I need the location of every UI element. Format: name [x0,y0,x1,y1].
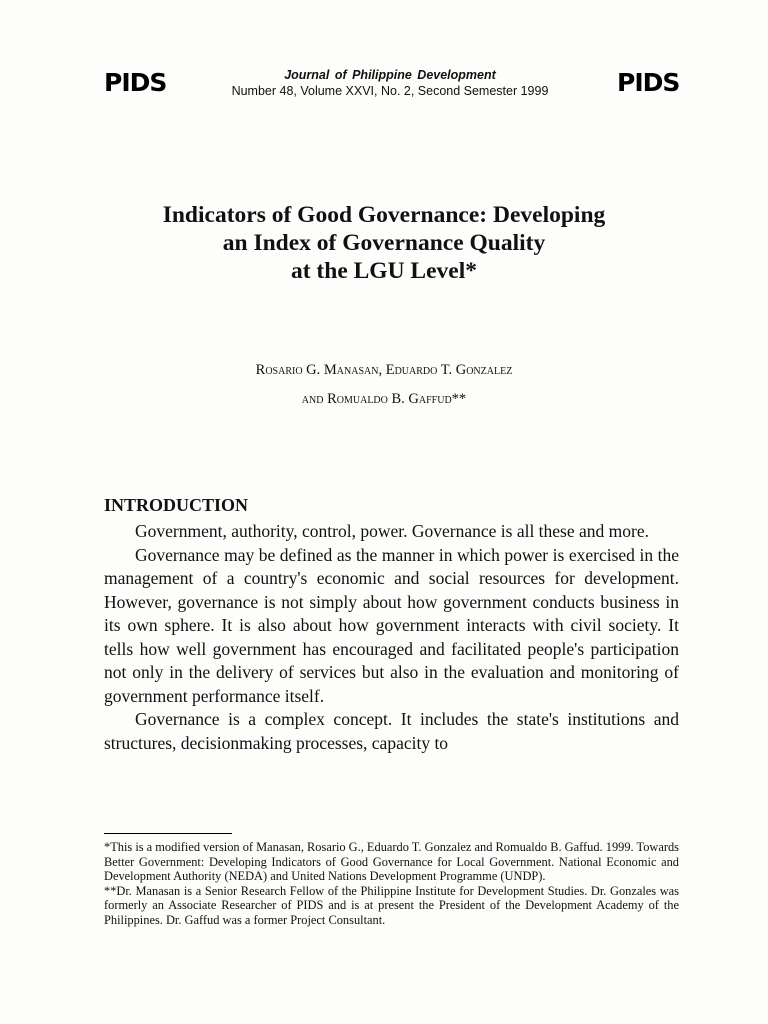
body-paragraph: Governance may be defined as the manner in which power is exercised in the management of a country's economic and social resources for development. However, governance is not simply about how government conducts business in its own sphere. It is also about how government interacts with civil society. It tells how well government has encouraged and facilitated people's participation not only in the delivery of services but also in the evaluation and monitoring of government performance itself. [104,544,679,706]
article-authors [84,356,684,414]
title-line: Indicators of Good Governance: Developing [162,202,606,228]
journal-issue: Number 48, Volume XXVI, No. 2, Second Semester 1999 [231,84,549,98]
journal-header [160,67,620,99]
footnotes [104,840,679,928]
title-line: at the LGU Level* [290,258,477,284]
author-line: Rosario G. Manasan, Eduardo T. Gonzalez [255,362,513,378]
pids-logo-left: PIDS [104,68,167,97]
pids-logo-right: PIDS [617,68,680,97]
article-title [84,201,684,285]
footnote-divider [104,833,232,834]
title-line: an Index of Governance Quality [222,230,546,256]
body-text [104,520,679,755]
body-paragraph: Governance is a complex concept. It includes the state's institutions and structures, decisionmaking processes, capacity to [104,709,679,753]
footnote: *This is a modified version of Manasan, Rosario G., Eduardo T. Gonzalez and Romualdo B. Gaffud. 1999. Towards Better Government: Developing Indicators of Good Governance for Local Government. National Economic and Development Authority (NEDA) and United Nations Development Programme (UNDP). [104,840,679,884]
section-heading: INTRODUCTION [104,495,249,515]
body-paragraph: Government, authority, control, power. Governance is all these and more. [135,521,649,541]
footnote: **Dr. Manasan is a Senior Research Fellow of the Philippine Institute for Development Studies. Dr. Gonzales was formerly an Associate Researcher of PIDS and is at present the President of the Development Academy of the Philippines. Dr. Gaffud was a former Project Consultant. [104,883,679,927]
author-line: and Romualdo B. Gaffud** [301,391,467,407]
journal-name: Journal of Philippine Development [284,68,496,82]
